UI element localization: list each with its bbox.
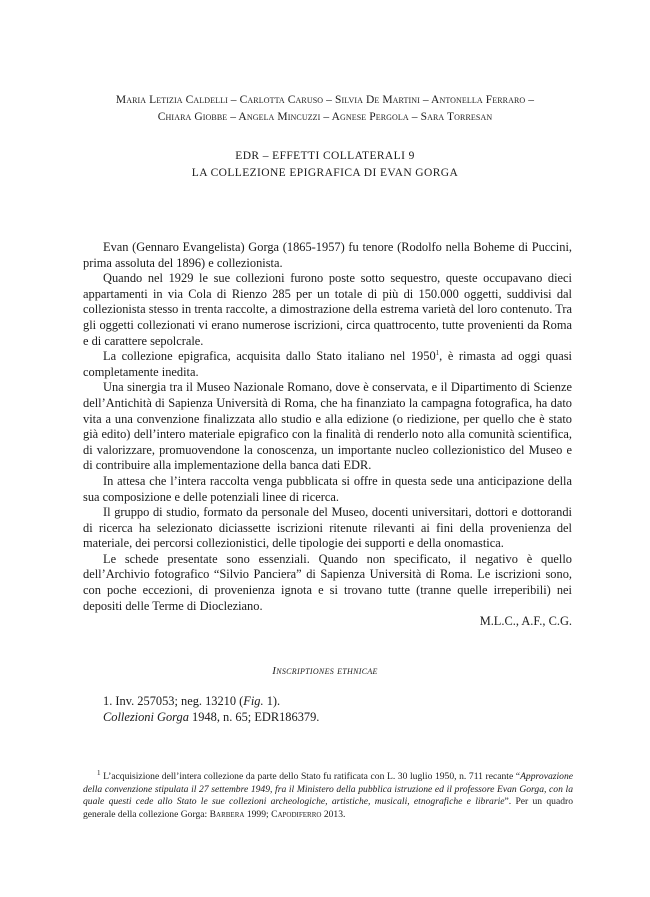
entry-inventory: 1. Inv. 257053; neg. 13210 ( xyxy=(103,694,244,708)
catalogue-entry xyxy=(103,694,573,725)
footnote-text-2: ”. Per un quadro generale della collezione Gorga: xyxy=(83,796,574,820)
footnote-text-3: 1999; xyxy=(244,808,272,820)
paragraph-4: Una sinergia tra il Museo Nazionale Romano, dove è conservata, e il Dipartimento di Scienze dell’Antichità di Sapienza Università di Roma, che ha finanziato la campagna fotografica, ha dato vita a una convenzione finalizzata allo studio e alla edizione (o riedizione, per quello che è stato già edito) dell’intero materiale epigrafico con la finalità di renderlo noto alla comunità scientifica, di valorizzare, promuovendone la conoscenza, un importante nucleo collezionistico del Museo e di contribuire alla implementazione della banca dati EDR. xyxy=(83,380,572,473)
figure-link[interactable]: Fig. xyxy=(243,694,264,708)
entry-bibliography-title: Collezioni Gorga xyxy=(103,709,189,724)
footnote-law-title: Approvazione della convenzione stipulata il 27 settembre 1949, fra il Ministero della pubblica istruzione ed il professore Evan Gorga, con la quale questi cede allo Stato le sue collezioni archeologiche, artistiche, musicali, etnografiche e librarie xyxy=(83,771,573,808)
title-line-2: LA COLLEZIONE EPIGRAFICA DI EVAN GORGA xyxy=(191,166,459,179)
entry-bibliography-ref: 1948, n. 65; EDR186379. xyxy=(188,709,320,724)
author-list xyxy=(60,92,590,125)
paragraph-1: Evan (Gennaro Evangelista) Gorga (1865-1957) fu tenore (Rodolfo nella Boheme di Puccini, prima assoluta del 1896) e collezionista. xyxy=(83,240,572,270)
paragraph-3-text-a: La collezione epigrafica, acquisita dallo Stato italiano nel 1950 xyxy=(103,349,436,364)
entry-line-2 xyxy=(103,710,573,726)
article-title xyxy=(60,148,590,181)
paragraph-3 xyxy=(83,349,572,380)
paragraph-7: Le schede presentate sono essenziali. Quando non specificato, il negativo è quello dell’Archivio fotografico “Silvio Panciera” di Sapienza Università di Roma. Le iscrizioni sono, con poche eccezioni, di provenienza ignota e si trovano tutte (tranne quelle irreperibili) nei depositi delle Terme di Diocleziano. xyxy=(83,551,572,613)
footnote-ref-barbera: Barbera xyxy=(209,808,245,820)
footnote-text-1: L’acquisizione dell’intera collezione da parte dello Stato fu ratificata con L. 30 luglio 1950, n. 711 recante “ xyxy=(100,771,521,782)
paragraph-2: Quando nel 1929 le sue collezioni furono poste sotto sequestro, queste occupavano dieci appartamenti in via Cola di Rienzo 285 per un totale di più di 150.000 oggetti, suddivisi dal collezionista stesso in trenta raccolte, a dimostrazione della estrema varietà del loro contenuto. Tra gli oggetti collezionati vi erano numerose iscrizioni, circa quattrocento, tutte provenienti da Roma e di carattere sepolcrale. xyxy=(83,271,572,348)
paragraph-6: Il gruppo di studio, formato da personale del Museo, docenti universitari, dottori e dottorandi di ricerca ha selezionato diciassette iscrizioni ritenute rilevanti ai fini della provenienza del materiale, dei percorsi collezionistici, delle tipologie dei supporti e della onomastica. xyxy=(83,505,572,551)
author-signature: M.L.C., A.F., C.G. xyxy=(479,614,572,628)
footnote-text-4: 2013. xyxy=(321,808,346,820)
body-text xyxy=(83,240,572,614)
paragraph-5: In attesa che l’intera raccolta venga pubblicata si offre in questa sede una anticipazione della sua composizione e delle potenziali linee di ricerca. xyxy=(83,473,572,504)
footnote xyxy=(83,768,574,821)
section-heading: Inscriptiones ethnicae xyxy=(272,665,378,677)
entry-line-1 xyxy=(103,694,573,710)
author-line-1: Maria Letizia Caldelli – Carlotta Caruso – Silvia De Martini – Antonella Ferraro – xyxy=(115,94,535,106)
footnote-ref-1[interactable]: 1 xyxy=(435,349,440,358)
footnote-number: 1 xyxy=(97,768,101,777)
paragraph-3-text-b: , è rimasta ad oggi quasi completamente inedita. xyxy=(83,349,573,379)
footnote-1 xyxy=(83,768,574,821)
author-line-2: Chiara Giobbe – Angela Mincuzzi – Agnese Pergola – Sara Torresan xyxy=(157,110,493,123)
footnote-ref-capodiferro: Capodiferro xyxy=(271,808,322,820)
title-line-1: EDR – EFFETTI COLLATERALI 9 xyxy=(235,150,415,162)
entry-figure-number: 1). xyxy=(263,694,281,708)
